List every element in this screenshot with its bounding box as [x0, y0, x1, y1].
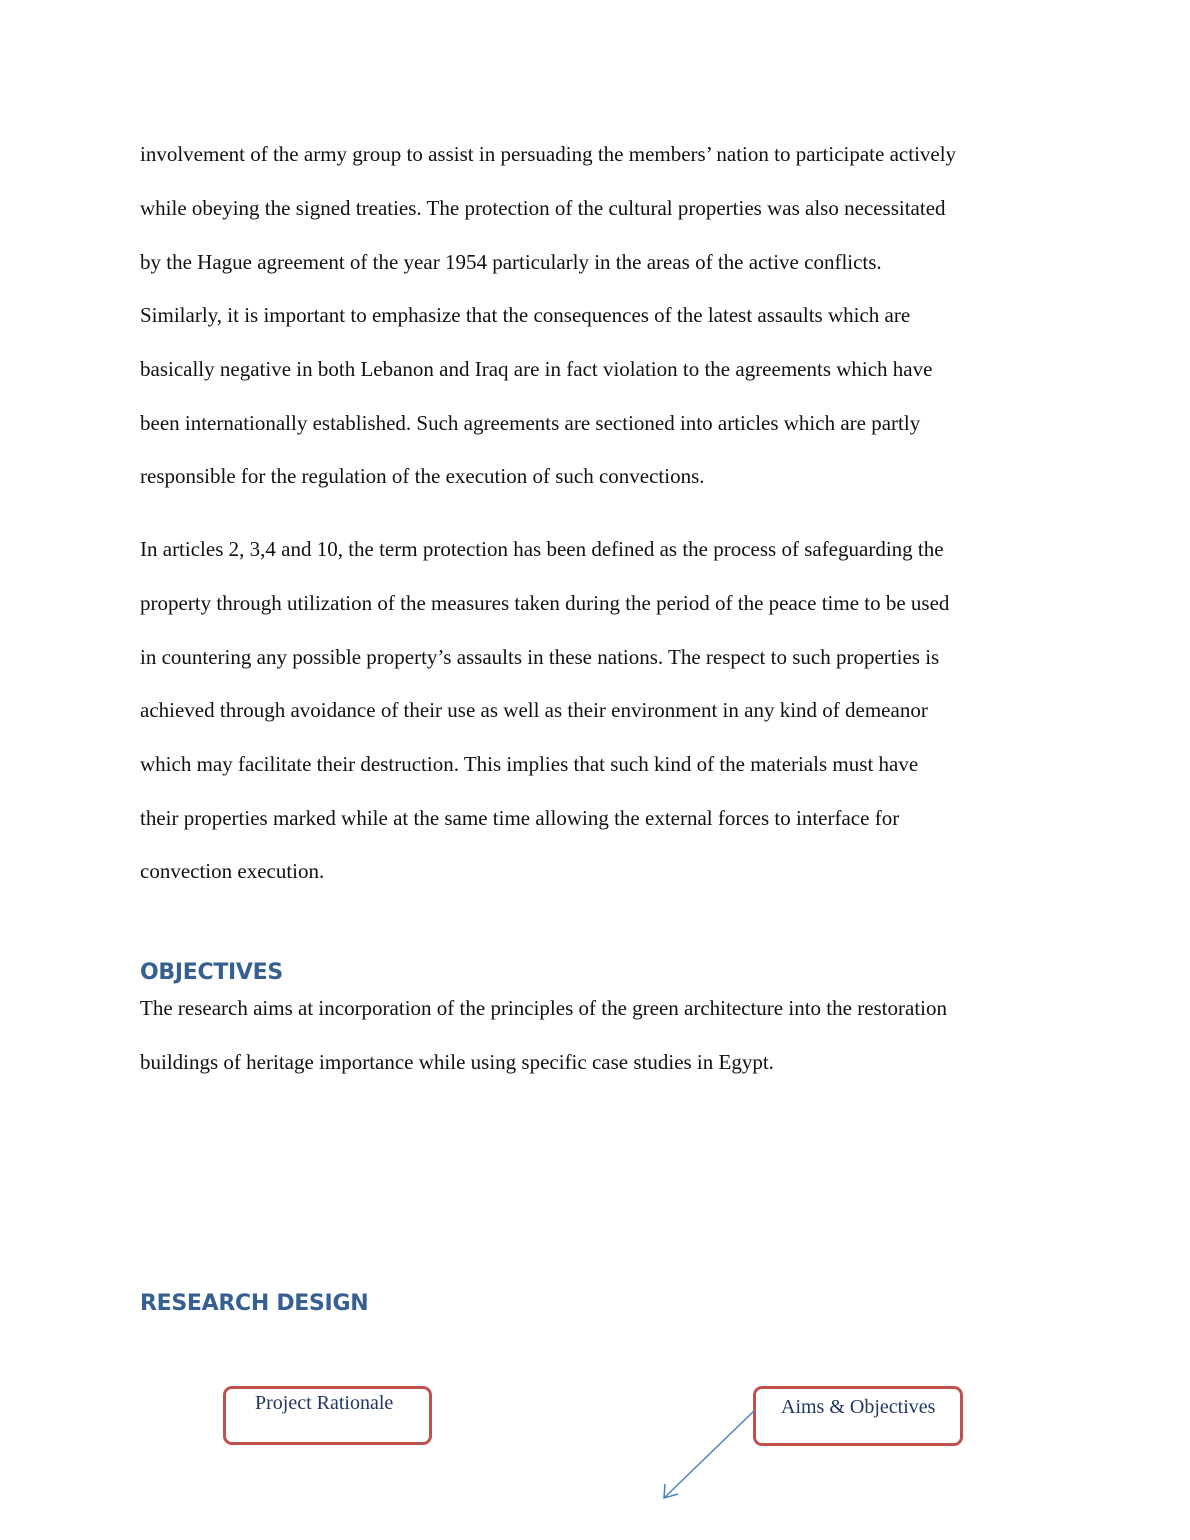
objectives-heading: OBJECTIVES: [140, 960, 283, 985]
paragraph-1-line-2: while obeying the signed treaties. The protection of the cultural properties was also necessitated: [140, 196, 946, 220]
paragraph-2-line-1: In articles 2, 3,4 and 10, the term protection has been defined as the process of safeguarding the: [140, 537, 944, 561]
paragraph-2-line-4: achieved through avoidance of their use as well as their environment in any kind of demeanor: [140, 698, 928, 722]
paragraph-2-line-7: convection execution.: [140, 859, 325, 883]
paragraph-1-line-7: responsible for the regulation of the execution of such convections.: [140, 464, 705, 488]
objectives-line-2: buildings of heritage importance while using specific case studies in Egypt.: [140, 1050, 774, 1074]
paragraph-2-line-3: in countering any possible property’s assaults in these nations. The respect to such properties is: [140, 645, 940, 669]
paragraph-1-line-4: Similarly, it is important to emphasize that the consequences of the latest assaults which are: [140, 303, 911, 327]
objectives-line-1: The research aims at incorporation of the principles of the green architecture into the restoration: [140, 996, 948, 1020]
project-rationale-label: Project Rationale: [255, 1392, 394, 1414]
paragraph-1-line-1: involvement of the army group to assist in persuading the members’ nation to participate actively: [140, 142, 957, 166]
aims-objectives-label: Aims & Objectives: [781, 1396, 936, 1418]
paragraph-1-line-3: by the Hague agreement of the year 1954 particularly in the areas of the active conflicts.: [140, 250, 882, 274]
paragraph-2-line-5: which may facilitate their destruction. This implies that such kind of the materials must have: [140, 752, 919, 776]
paragraph-2-line-2: property through utilization of the measures taken during the period of the peace time to be used: [140, 591, 950, 615]
research-design-heading: RESEARCH DESIGN: [140, 1291, 369, 1316]
flow-arrow-line: [664, 1410, 755, 1498]
paragraph-2-line-6: their properties marked while at the same time allowing the external forces to interface for: [140, 806, 900, 830]
paragraph-1-line-5: basically negative in both Lebanon and Iraq are in fact violation to the agreements which have: [140, 357, 933, 381]
paragraph-1-line-6: been internationally established. Such agreements are sectioned into articles which are partly: [140, 411, 921, 435]
